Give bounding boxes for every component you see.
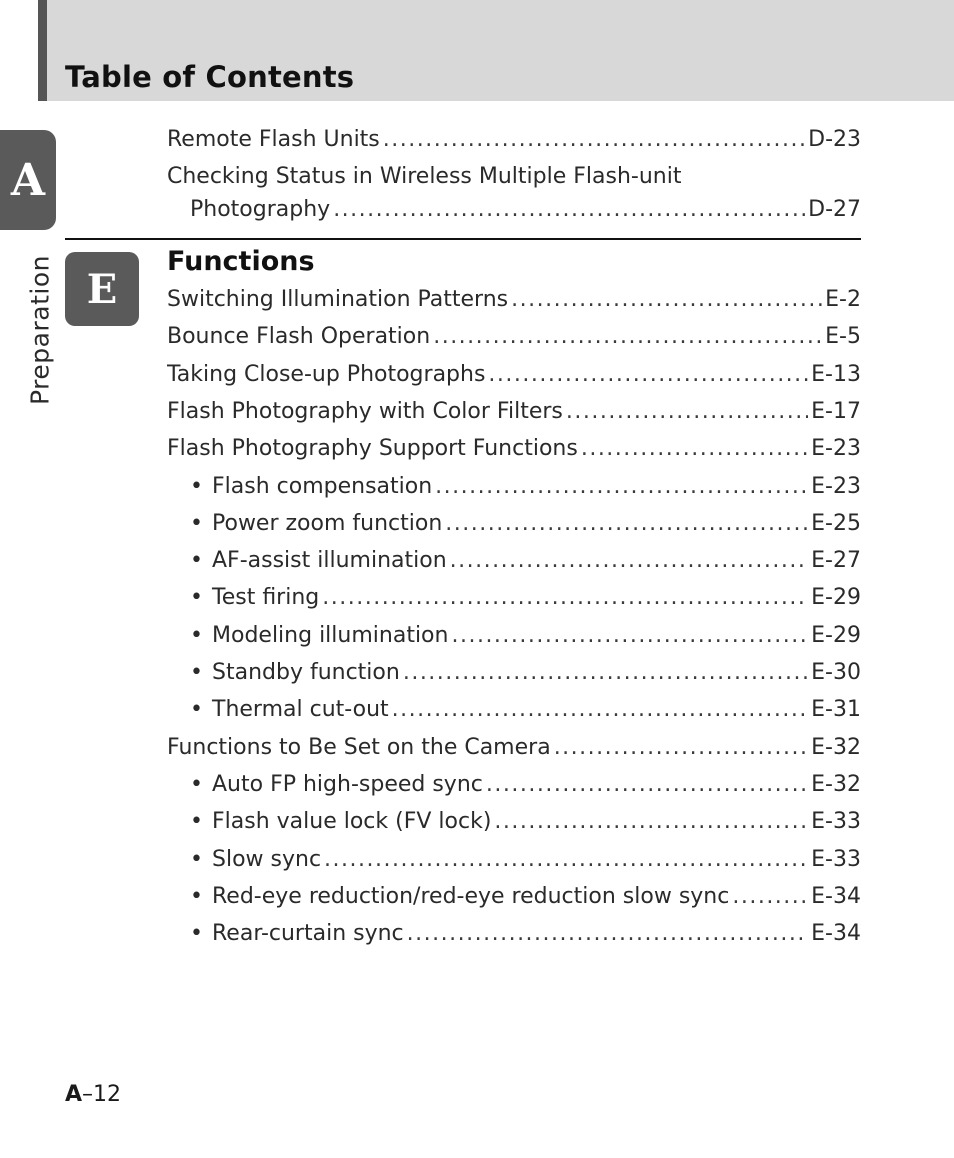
toc-entry-page: E-31 xyxy=(811,697,861,722)
toc-entry[interactable] xyxy=(167,435,861,463)
toc-entry-title: Thermal cut-out xyxy=(212,697,389,722)
section-tab[interactable] xyxy=(0,130,56,230)
toc-entry-page: E-29 xyxy=(811,623,861,648)
toc-entry-page: E-32 xyxy=(811,735,861,760)
toc-entry-title: Standby function xyxy=(212,660,400,685)
toc-subentry[interactable] xyxy=(190,883,861,911)
dot-leader xyxy=(445,510,808,538)
dot-leader xyxy=(407,920,809,948)
toc-subentry[interactable] xyxy=(190,659,861,687)
toc-entry-title: Taking Close-up Photographs xyxy=(167,362,486,387)
toc-subentry[interactable] xyxy=(190,771,861,799)
toc-entry-page: E-34 xyxy=(811,921,861,946)
dot-leader xyxy=(581,435,808,463)
bullet-icon: • xyxy=(190,623,203,648)
toc-entry-page: E-33 xyxy=(811,809,861,834)
toc-entry-title: Functions to Be Set on the Camera xyxy=(167,735,551,760)
toc-entry-title: Auto FP high-speed sync xyxy=(212,772,483,797)
header-accent-bar xyxy=(38,0,47,101)
toc-entry-page: E-30 xyxy=(811,660,861,685)
dot-leader xyxy=(383,126,805,154)
bullet-icon: • xyxy=(190,585,203,610)
toc-subentry[interactable] xyxy=(190,920,861,948)
toc-entry[interactable] xyxy=(190,196,861,224)
dot-leader xyxy=(435,473,808,501)
toc-entry[interactable] xyxy=(167,126,861,154)
toc-subentry[interactable] xyxy=(190,696,861,724)
toc-entry-page: E-13 xyxy=(811,362,861,387)
toc-entry[interactable] xyxy=(167,734,861,762)
toc-entry-page: D-27 xyxy=(808,197,861,222)
dot-leader xyxy=(450,547,809,575)
toc-subentry[interactable] xyxy=(190,808,861,836)
dot-leader xyxy=(486,771,808,799)
dot-leader xyxy=(333,196,805,224)
dot-leader xyxy=(324,846,808,874)
toc-entry-page: E-23 xyxy=(811,474,861,499)
toc-entry-page: D-23 xyxy=(808,127,861,152)
toc-entry[interactable] xyxy=(167,361,861,389)
bullet-icon: • xyxy=(190,660,203,685)
toc-entry[interactable] xyxy=(167,398,861,426)
toc-entry-title: Flash value lock (FV lock) xyxy=(212,809,492,834)
bullet-icon: • xyxy=(190,884,203,909)
toc-entry-title: Power zoom function xyxy=(212,511,443,536)
toc-entry-title: Slow sync xyxy=(212,847,322,872)
toc-subentry[interactable] xyxy=(190,473,861,501)
toc-entry-page: E-23 xyxy=(811,436,861,461)
section-divider xyxy=(65,238,861,240)
toc-entry-page: E-27 xyxy=(811,548,861,573)
bullet-icon: • xyxy=(190,847,203,872)
bullet-icon: • xyxy=(190,474,203,499)
toc-entry-title: Flash Photography with Color Filters xyxy=(167,399,563,424)
page-number-letter: A xyxy=(65,1082,83,1107)
toc-entry-page: E-5 xyxy=(825,324,861,349)
toc-subentry[interactable] xyxy=(190,622,861,650)
toc-entry-title-line1[interactable]: Checking Status in Wireless Multiple Flash-unit xyxy=(167,164,682,189)
page-number-value: –12 xyxy=(82,1082,122,1107)
bullet-icon: • xyxy=(190,548,203,573)
toc-entry-title: Red-eye reduction/red-eye reduction slow sync xyxy=(212,884,730,909)
dot-leader xyxy=(451,622,808,650)
bullet-icon: • xyxy=(190,697,203,722)
toc-entry-page: E-17 xyxy=(811,399,861,424)
dot-leader xyxy=(433,323,822,351)
page-title: Table of Contents xyxy=(65,60,355,94)
toc-entry-page: E-33 xyxy=(811,847,861,872)
toc-subentry[interactable] xyxy=(190,584,861,612)
toc-subentry[interactable] xyxy=(190,846,861,874)
toc-entry-page: E-34 xyxy=(811,884,861,909)
toc-entry[interactable] xyxy=(167,286,861,314)
section-label: Preparation xyxy=(25,255,55,405)
bullet-icon: • xyxy=(190,772,203,797)
toc-entry-title: Bounce Flash Operation xyxy=(167,324,431,349)
toc-entry-page: E-32 xyxy=(811,772,861,797)
page-number xyxy=(65,1082,121,1107)
dot-leader xyxy=(554,734,808,762)
toc-entry[interactable] xyxy=(167,323,861,351)
toc-entry-title: Modeling illumination xyxy=(212,623,449,648)
dot-leader xyxy=(392,696,809,724)
toc-subentry[interactable] xyxy=(190,547,861,575)
toc-entry-page: E-25 xyxy=(811,511,861,536)
toc-entry-page: E-29 xyxy=(811,585,861,610)
chapter-badge[interactable] xyxy=(65,252,139,326)
toc-entry-title: Flash Photography Support Functions xyxy=(167,436,578,461)
dot-leader xyxy=(511,286,822,314)
dot-leader xyxy=(488,361,808,389)
toc-entry-title-line2: Photography xyxy=(190,197,331,222)
dot-leader xyxy=(403,659,808,687)
toc-entry-title: Flash compensation xyxy=(212,474,433,499)
toc-entry-title: Remote Flash Units xyxy=(167,127,380,152)
bullet-icon: • xyxy=(190,809,203,834)
toc-entry-title: Switching Illumination Patterns xyxy=(167,287,509,312)
chapter-title: Functions xyxy=(167,246,315,277)
toc-entry-title: Test firing xyxy=(212,585,320,610)
dot-leader xyxy=(494,808,808,836)
bullet-icon: • xyxy=(190,511,203,536)
chapter-badge-letter: E xyxy=(86,265,118,313)
dot-leader xyxy=(566,398,808,426)
bullet-icon: • xyxy=(190,921,203,946)
toc-subentry[interactable] xyxy=(190,510,861,538)
toc-entry-title: Rear-curtain sync xyxy=(212,921,404,946)
section-tab-letter: A xyxy=(10,154,46,206)
toc-entry-page: E-2 xyxy=(825,287,861,312)
dot-leader xyxy=(322,584,808,612)
dot-leader xyxy=(732,883,808,911)
toc-entry-title: AF-assist illumination xyxy=(212,548,447,573)
